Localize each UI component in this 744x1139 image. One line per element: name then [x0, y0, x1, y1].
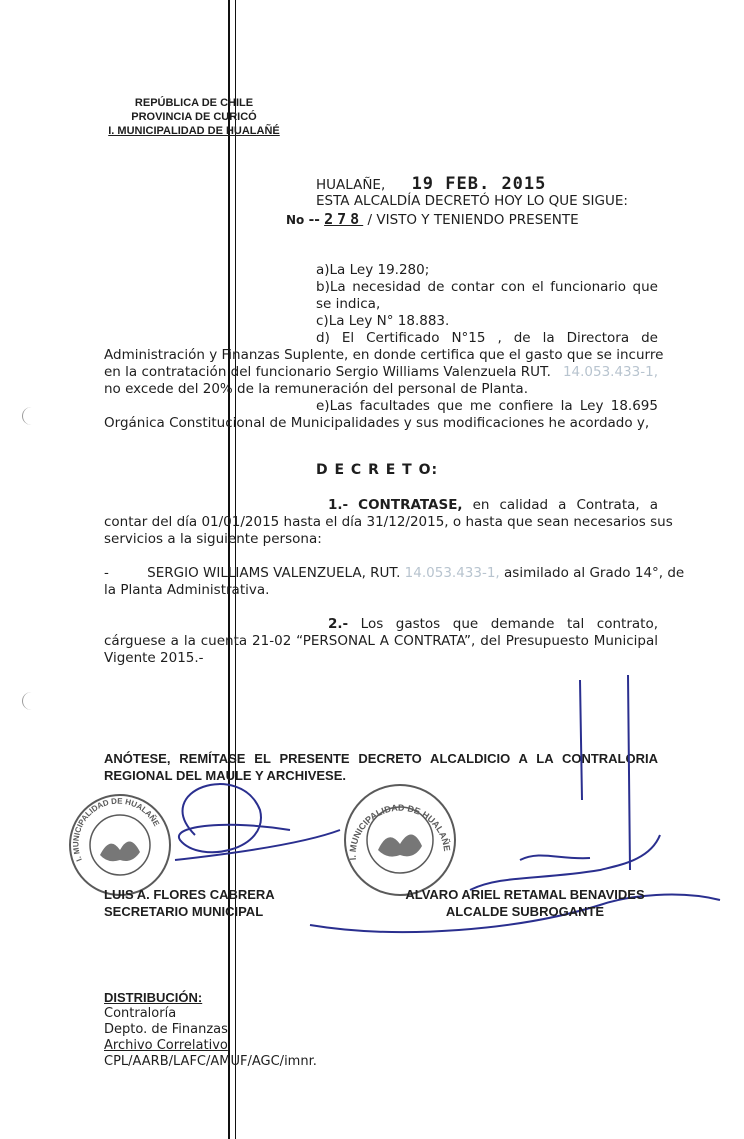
article-1-text: en calidad a Contrata, a	[472, 497, 658, 513]
consideration-d-2: Administración y Finanzas Suplente, en donde certifica que el gasto que se incurre	[104, 347, 664, 363]
header-province: PROVINCIA DE CURICÓ	[131, 111, 257, 123]
consideration-d-3-text: en la contratación del funcionario Sergio Williams Valenzuela RUT.	[104, 364, 551, 380]
article-2-line-1	[328, 616, 658, 633]
number-prefix: No	[286, 213, 305, 227]
closing-line-2: REGIONAL DEL MAULE Y ARCHIVESE.	[104, 768, 346, 783]
punch-hole	[22, 407, 41, 425]
decree-number-line: No -- 278 / VISTO Y TENIENDO PRESENTE	[286, 210, 579, 228]
left-seal-text: I. MUNICIPALIDAD DE HUALAÑE	[71, 796, 162, 863]
article-2-text: Los gastos que demande tal contrato,	[360, 616, 658, 632]
letterhead	[104, 96, 284, 138]
person-grade: asimilado al Grado 14°, de	[504, 565, 685, 581]
article-1-line-1	[328, 497, 658, 514]
consideration-d-3	[104, 364, 658, 381]
date-stamp: 19 FEB. 2015	[411, 174, 547, 194]
consideration-d-4: no excede del 20% de la remuneración del personal de Planta.	[104, 381, 528, 397]
decreto-title: D E C R E T O:	[316, 462, 439, 478]
redacted-rut: 14.053.433-1,	[562, 364, 658, 380]
consideration-b-1: b)La necesidad de contar con el funcionario que	[316, 279, 658, 295]
closing-line-1: ANÓTESE, REMÍTASE EL PRESENTE DECRETO ALCALDICIO A LA CONTRALORIA	[104, 751, 658, 766]
article-2-number: 2.-	[328, 616, 349, 632]
left-signer	[104, 886, 275, 920]
left-signer-title: SECRETARIO MUNICIPAL	[104, 904, 264, 919]
visto-label: VISTO Y TENIENDO PRESENTE	[376, 212, 579, 228]
right-signer-title: ALCALDE SUBROGANTE	[445, 904, 605, 919]
person-dash: -	[104, 565, 109, 581]
article-2-line-3: Vigente 2015.-	[104, 650, 204, 666]
intro-line: ESTA ALCALDÍA DECRETÓ HOY LO QUE SIGUE:	[316, 193, 628, 209]
left-signer-name: LUIS A. FLORES CABRERA	[104, 887, 275, 902]
article-1-number: 1.-	[328, 497, 349, 513]
person-name: SERGIO WILLIAMS VALENZUELA, RUT.	[147, 565, 401, 581]
consideration-c: c)La Ley N° 18.883.	[316, 313, 450, 329]
right-seal-text: I. MUNICIPALIDAD DE HUALAÑE	[347, 802, 453, 861]
distribution-item: Depto. de Finanzas	[104, 1022, 228, 1037]
left-municipal-seal	[70, 795, 170, 895]
person-line-1	[104, 565, 685, 582]
right-signer	[396, 886, 654, 920]
article-1-keyword: CONTRATASE,	[358, 497, 463, 513]
consideration-d-1: d) El Certificado N°15 , de la Directora de	[316, 330, 658, 346]
right-municipal-seal	[345, 785, 455, 895]
header-municipality: I. MUNICIPALIDAD DE HUALAÑÉ	[108, 125, 280, 137]
distribution-item: Archivo Correlativo	[104, 1038, 228, 1053]
person-line-2: la Planta Administrativa.	[104, 582, 270, 598]
article-1-line-3: servicios a la siguiente persona:	[104, 531, 322, 547]
dateline	[316, 176, 546, 194]
decree-number: 278	[324, 210, 364, 228]
person-rut: 14.053.433-1,	[404, 565, 500, 581]
right-signer-name: ALVARO ARIEL RETAMAL BENAVIDES	[405, 887, 645, 902]
header-country: REPÚBLICA DE CHILE	[134, 97, 254, 109]
article-1-line-2: contar del día 01/01/2015 hasta el día 31/12/2015, o hasta que sean necesarios sus	[104, 514, 673, 530]
consideration-a: a)La Ley 19.280;	[316, 262, 430, 278]
date-place: HUALAÑE,	[316, 177, 386, 193]
distribution-initials: CPL/AARB/LAFC/AMUF/AGC/imnr.	[104, 1054, 317, 1069]
article-2-line-2: cárguese a la cuenta 21-02 “PERSONAL A CONTRATA”, del Presupuesto Municipal	[104, 633, 658, 649]
distribution-item: Contraloría	[104, 1006, 177, 1021]
consideration-b-2: se indica,	[316, 296, 381, 312]
distribution-block	[104, 990, 317, 1070]
distribution-title: DISTRIBUCIÓN:	[104, 990, 203, 1005]
consideration-e-1: e)Las facultades que me confiere la Ley 18.695	[316, 398, 658, 414]
consideration-e-2: Orgánica Constitucional de Municipalidades y sus modificaciones he acordado y,	[104, 415, 650, 431]
